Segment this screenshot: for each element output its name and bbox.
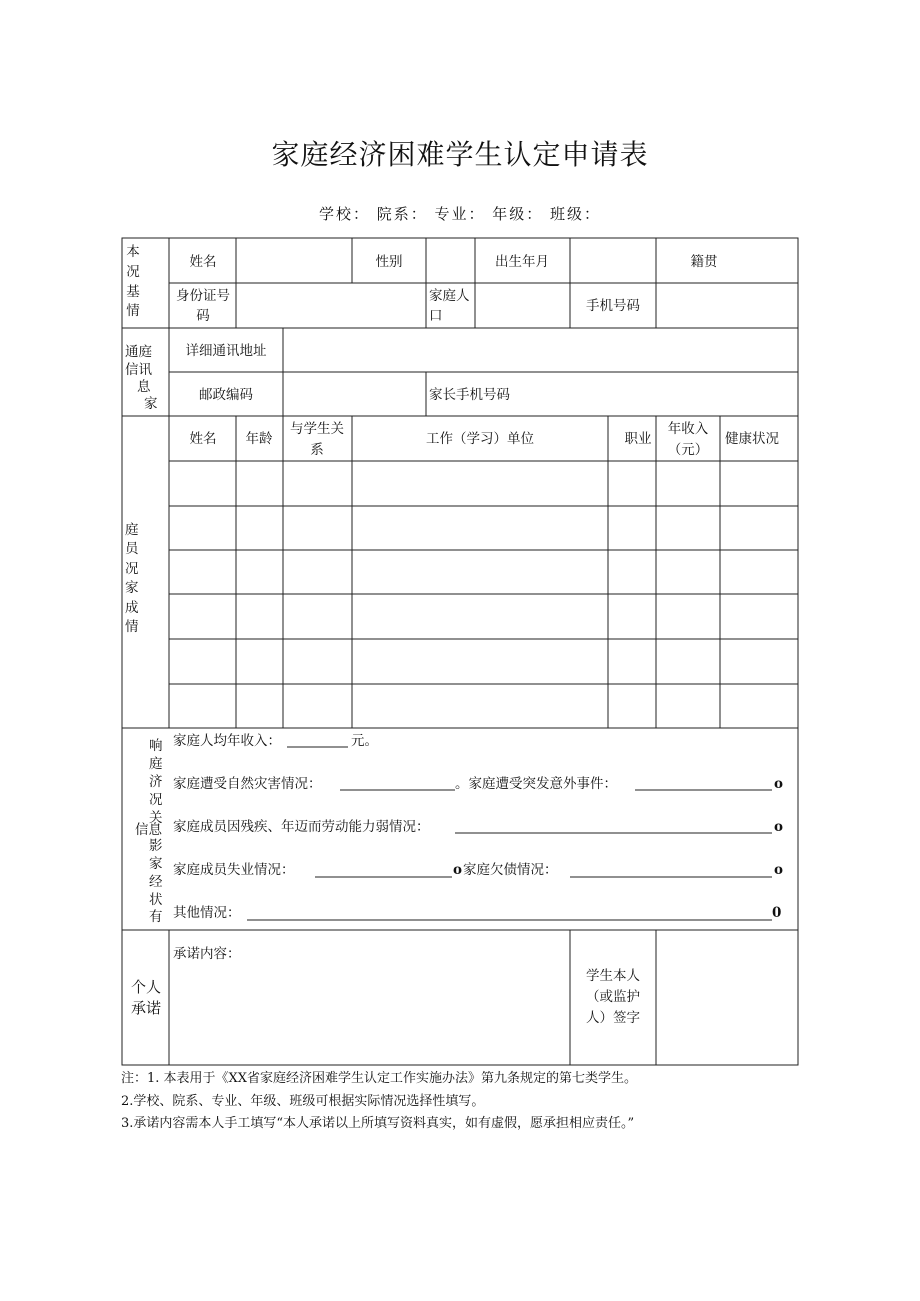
line-end-mark: o <box>774 776 784 792</box>
member-income-header: 年收入 <box>667 421 709 437</box>
school-info-line: 学校： 院系： 专业： 年级： 班级： <box>318 205 602 223</box>
pledge-section-label <box>131 978 161 1017</box>
section-char: 响 <box>149 738 163 754</box>
line-end-mark: 0 <box>772 905 782 921</box>
line-end-mark: o <box>774 819 784 835</box>
section-char: 影 <box>149 838 163 854</box>
postal-code-label: 邮政编码 <box>199 387 253 403</box>
address-label: 详细通讯地址 <box>185 343 267 359</box>
id-number-label-2: 码 <box>196 308 210 324</box>
gender-label: 性别 <box>375 254 403 270</box>
signature-line: 学生本人 <box>586 968 640 984</box>
natural-disaster-label: 家庭遭受自然灾害情况： <box>173 776 322 792</box>
note-1: 注：1. 本表用于《XX省家庭经济困难学生认定工作实施办法》第九条规定的第七类学生。 <box>121 1071 638 1086</box>
section-char: 家 <box>125 580 139 596</box>
phone-label: 手机号码 <box>586 298 640 314</box>
note-3: 3.承诺内容需本人手工填写“本人承诺以上所填写资料真实，如有虚假，愿承担相应责任。” <box>121 1116 635 1131</box>
section-char: 济 <box>149 774 163 790</box>
disability-label: 家庭成员因残疾、年迈而劳动能力弱情况： <box>173 819 430 835</box>
per-capita-income-label: 家庭人均年收入： <box>173 733 281 749</box>
member-occupation-header: 职业 <box>624 431 652 447</box>
note-2: 2.学校、院系、专业、年级、班级可根据实际情况选择性填写。 <box>121 1093 485 1109</box>
id-number-label: 身份证号 <box>176 288 230 304</box>
section-char: 息 <box>137 379 151 395</box>
economic-lines <box>173 732 783 921</box>
household-size-label: 家庭人 <box>429 288 470 304</box>
section-char: 员 <box>125 541 139 557</box>
section-char: 情 <box>125 619 139 635</box>
section-char: 家 <box>144 396 158 412</box>
debt-label: 家庭欠债情况： <box>463 862 558 878</box>
economic-section-label <box>135 738 163 925</box>
household-size-label-2: 口 <box>429 308 443 324</box>
section-char: 庭 <box>125 522 139 538</box>
birth-date-label: 出生年月 <box>495 254 549 270</box>
pledge-content-label: 承诺内容： <box>173 946 241 962</box>
member-age-header: 年龄 <box>245 431 273 447</box>
section-char: 庭 <box>149 756 163 772</box>
section-char: 有 <box>149 909 163 925</box>
form-title: 家庭经济困难学生认定申请表 <box>271 138 649 171</box>
family-members-section-label <box>125 522 140 635</box>
section-char: 成 <box>125 600 139 616</box>
line-end-mark: o <box>774 862 784 878</box>
signature-label <box>586 967 640 1026</box>
section-text: 承诺 <box>130 999 162 1017</box>
section-char: 情 <box>126 303 140 319</box>
unemployment-label: 家庭成员失业情况： <box>173 862 295 878</box>
native-place-label: 籍贯 <box>690 254 718 270</box>
section-char: 信讯 <box>125 362 152 378</box>
per-capita-income-unit: 元。 <box>351 733 378 749</box>
name-label: 姓名 <box>189 254 217 270</box>
signature-line: 人）签字 <box>586 1010 640 1026</box>
notes <box>121 1068 637 1136</box>
section-char: 关 <box>149 810 163 826</box>
section-char: 状 <box>149 892 163 908</box>
member-health-header: 健康状况 <box>725 431 779 447</box>
parent-phone-label: 家长手机号码 <box>429 387 510 403</box>
member-relation-header-2: 系 <box>310 442 324 458</box>
member-income-header-2: （元） <box>667 442 709 458</box>
section-char: 信息 <box>135 822 162 838</box>
line-end-mark: o <box>453 862 463 878</box>
table-grid <box>122 238 798 1065</box>
section-char: 通庭 <box>125 344 152 360</box>
contact-section-label <box>125 344 158 412</box>
section-char: 经 <box>149 874 163 890</box>
member-name-header: 姓名 <box>189 431 217 447</box>
signature-line: （或监护 <box>586 989 640 1005</box>
member-relation-header: 与学生关 <box>290 421 344 437</box>
section-char: 况 <box>126 264 140 280</box>
member-workplace-header: 工作（学习）单位 <box>426 431 534 447</box>
section-char: 家 <box>149 856 163 872</box>
section-char: 况 <box>125 561 139 577</box>
family-members-header <box>190 420 780 458</box>
section-char: 况 <box>149 792 163 808</box>
other-situation-label: 其他情况： <box>173 905 241 921</box>
sudden-accident-label: 。家庭遭受突发意外事件： <box>455 776 617 792</box>
basic-info-section-label <box>126 243 140 319</box>
section-text: 个人 <box>130 978 162 996</box>
section-char: 基 <box>126 284 140 300</box>
section-char: 本 <box>126 244 140 260</box>
